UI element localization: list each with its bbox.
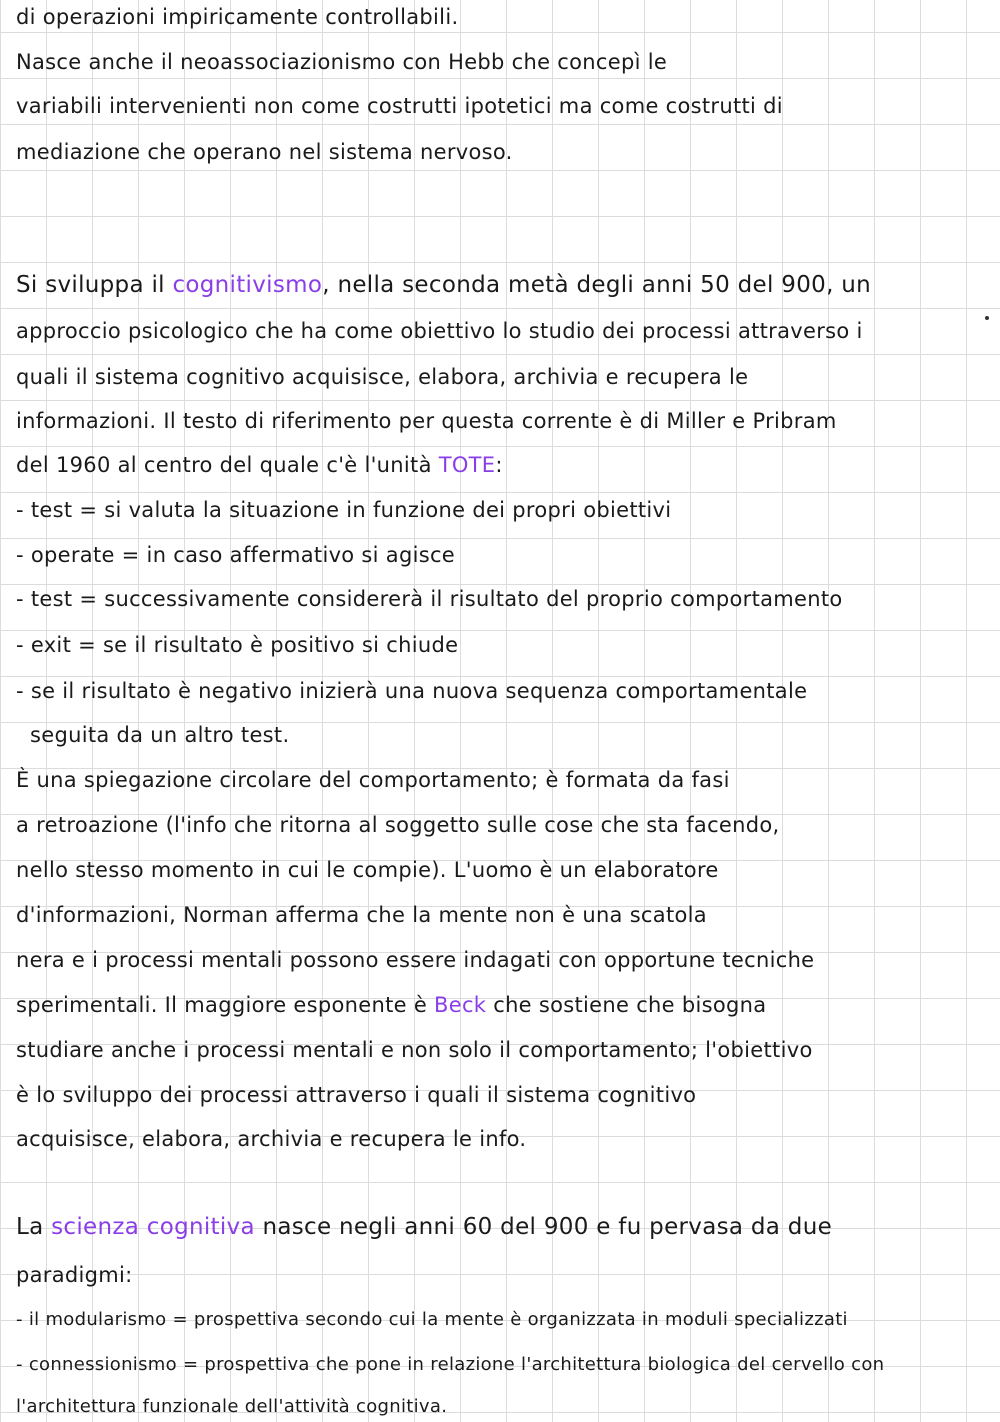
highlight-cognitivismo: cognitivismo (172, 272, 323, 298)
list-item: - il modularismo = prospettiva secondo cui la mente è organizzata in moduli specializzati (16, 1309, 848, 1330)
highlight-scienza-cognitiva: scienza cognitiva (51, 1214, 255, 1240)
text-line: d'informazioni, Norman afferma che la mente non è una scatola (16, 903, 707, 927)
text-line: informazioni. Il testo di riferimento per questa corrente è di Miller e Pribram (16, 409, 837, 433)
text-line: è lo sviluppo dei processi attraverso i quali il sistema cognitivo (16, 1083, 697, 1107)
text-line (16, 270, 991, 300)
text-line (16, 450, 991, 480)
text-span: Si sviluppa il (16, 272, 173, 298)
text-span: del 1960 al centro del quale c'è l'unità (16, 453, 439, 477)
text-line: di operazioni impiricamente controllabili. (16, 5, 459, 29)
text-line: variabili intervenienti non come costrutti ipotetici ma come costrutti di (16, 94, 783, 118)
text-span: La (16, 1214, 52, 1240)
text-line (16, 990, 991, 1020)
list-item: - operate = in caso affermativo si agisce (16, 543, 456, 567)
text-span: che sostiene che bisogna (486, 993, 767, 1017)
list-item: - connessionismo = prospettiva che pone in relazione l'architettura biologica del cervello con (16, 1354, 885, 1375)
ink-dot (985, 316, 989, 320)
text-line: Nasce anche il neoassociazionismo con Hebb che concepì le (16, 50, 668, 74)
text-line: È una spiegazione circolare del comportamento; è formata da fasi (16, 768, 730, 792)
text-span: , nella seconda metà degli anni 50 del 900, un (322, 272, 872, 298)
text-line: l'architettura funzionale dell'attività cognitiva. (16, 1396, 448, 1417)
list-item: - se il risultato è negativo inizierà una nuova sequenza comportamentale (16, 679, 808, 703)
list-item: - exit = se il risultato è positivo si chiude (16, 633, 459, 657)
list-item: - test = successivamente considererà il risultato del proprio comportamento (16, 587, 843, 611)
text-line (16, 1212, 991, 1242)
text-line: seguita da un altro test. (30, 723, 290, 747)
list-item: - test = si valuta la situazione in funzione dei propri obiettivi (16, 498, 672, 522)
text-line: studiare anche i processi mentali e non solo il comportamento; l'obiettivo (16, 1038, 813, 1062)
text-span: nasce negli anni 60 del 900 e fu pervasa da due (254, 1214, 833, 1240)
highlight-tote: TOTE (438, 453, 496, 477)
highlight-beck: Beck (434, 993, 487, 1017)
text-line: nello stesso momento in cui le compie). L'uomo è un elaboratore (16, 858, 719, 882)
text-line: quali il sistema cognitivo acquisisce, elabora, archivia e recupera le (16, 365, 749, 389)
text-line: mediazione che operano nel sistema nervoso. (16, 140, 513, 164)
text-line: acquisisce, elabora, archivia e recupera le info. (16, 1127, 527, 1151)
text-line: nera e i processi mentali possono essere indagati con opportune tecniche (16, 948, 815, 972)
text-span: : (495, 453, 503, 477)
text-line: a retroazione (l'info che ritorna al soggetto sulle cose che sta facendo, (16, 813, 780, 837)
text-span: sperimentali. Il maggiore esponente è (16, 993, 435, 1017)
text-line: approccio psicologico che ha come obiettivo lo studio dei processi attraverso i (16, 319, 863, 343)
text-line: paradigmi: (16, 1263, 133, 1287)
